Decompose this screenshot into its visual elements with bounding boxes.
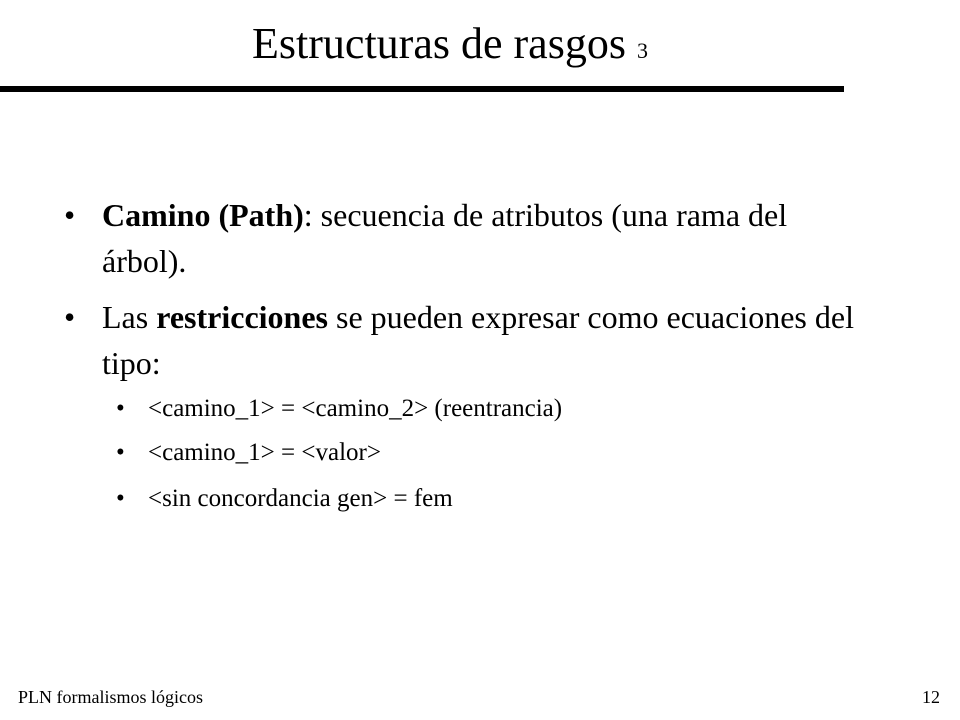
sub-bullet-fem xyxy=(116,482,876,516)
bullet-glyph: • xyxy=(64,299,76,335)
bullet-glyph: • xyxy=(64,197,76,233)
bullet-bold-term: restricciones xyxy=(156,299,328,335)
slide-title xyxy=(0,18,900,77)
slide-title-number: 3 xyxy=(636,38,648,63)
bullet-description: : secuencia de atributos (una rama del árbol). xyxy=(102,197,788,279)
bullet-glyph: • xyxy=(116,439,125,466)
footer-page-number: 12 xyxy=(922,687,940,707)
bullet-glyph: • xyxy=(116,485,125,512)
sub-bullet-text: <camino_1> = <valor> xyxy=(148,439,381,466)
sub-bullet-text: <camino_1> = <camino_2> (reentrancia) xyxy=(148,395,563,422)
bullet-bold-term: Camino (Path) xyxy=(102,197,304,233)
sub-bullet-text: <sin concordancia gen> = fem xyxy=(148,485,453,512)
sub-bullet-valor xyxy=(116,436,876,470)
footer-course-label: PLN formalismos lógicos xyxy=(18,687,203,707)
bullet-glyph: • xyxy=(116,395,125,422)
sub-bullet-reentrancia xyxy=(116,392,876,426)
slide-title-text: Estructuras de rasgos xyxy=(252,19,626,68)
bullet-text xyxy=(102,192,864,284)
bullet-description: se pueden expresar como ecuaciones del tipo: xyxy=(102,299,854,381)
bullet-item-path xyxy=(64,192,864,284)
bullet-item-restricciones xyxy=(64,294,864,386)
bullet-text xyxy=(102,294,864,386)
bullet-lead-text: Las xyxy=(102,299,157,335)
title-underline-rule xyxy=(0,86,844,92)
